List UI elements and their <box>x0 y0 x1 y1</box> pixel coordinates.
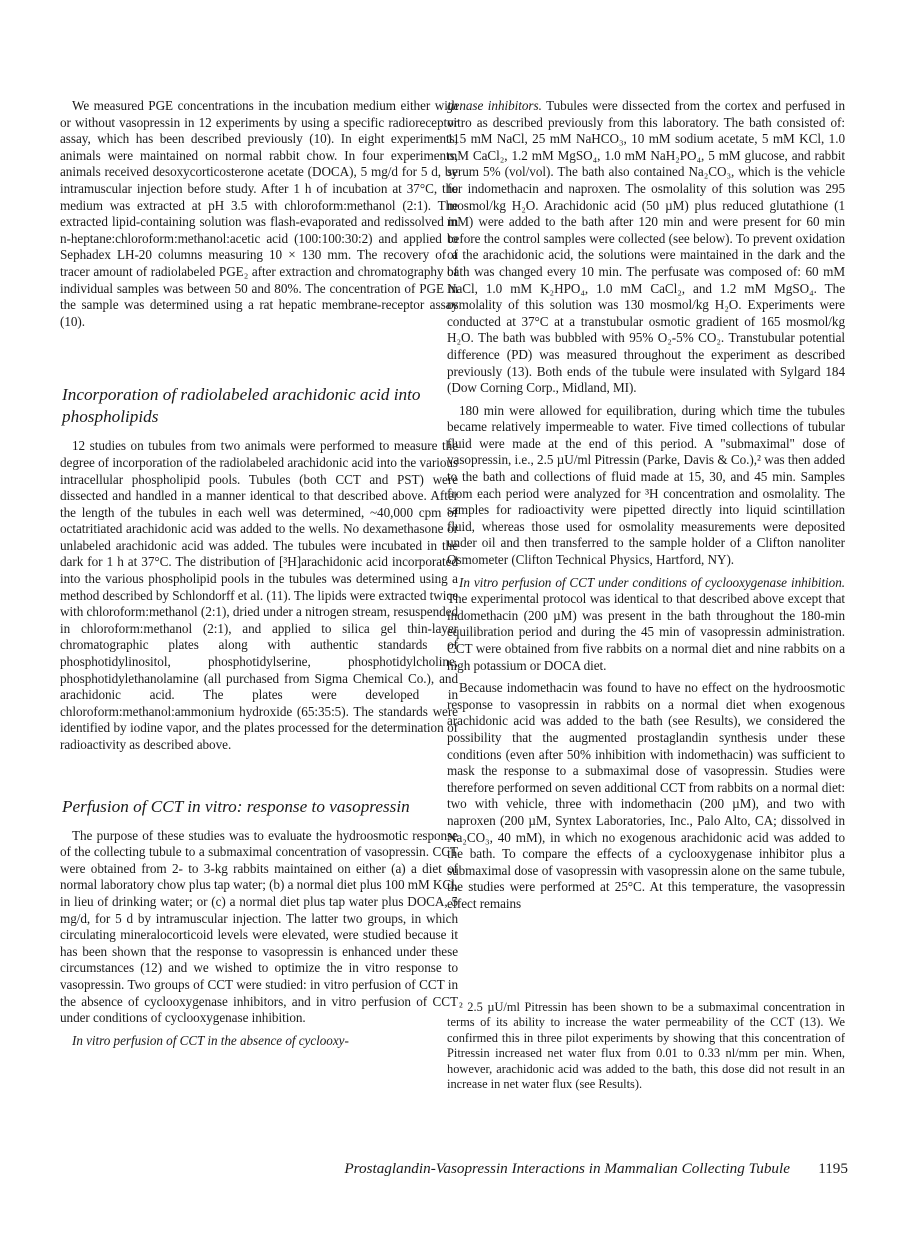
paragraph-equilibration: 180 min were allowed for equilibration, during which time the tubules became relatively impermeable to water. Five timed collections of tubular fluid were made at the end of this period. A "submaximal" dose of vasopressin, i.e., 2.5 µU/ml Pitressin (Parke, Davis & Co.),² was then added to the bath and collections of fluid made at 15, 30, and 45 min. Samples from each period were analyzed for ³H concentration and osmolality. The samples for radioactivity were pipetted directly into liquid scintillation fluid, whereas those used for osmolality measurements were deposited under oil and then transferred to the sample holder of a Clifton nanoliter Osmometer (Clifton Technical Physics, Hartford, NY). <box>447 402 845 568</box>
paragraph-absence-text: Tubules were dissected from the cortex and perfused in vitro as described previously from this laboratory. The bath consisted of: 115 mM NaCl, 25 mM NaHCO₃, 10 mM sodium acetate, 5 mM KCl, 1.0 mM CaCl₂, 1.2 mM MgSO₄, 1.0 mM NaH₂PO₄, 5 mM glucose, and rabbit serum 5% (vol/vol). The bath also contained Na₂CO₃, which is the vehicle for indomethacin and naproxen. The osmolality of this solution was 295 mosmol/kg H₂O. Arachidonic acid (50 µM) plus reduced glutathione (1 mM) were added to the bath after 120 min and were present for 60 min before the control samples were collected (see below). To prevent oxidation of the arachidonic acid, the solutions were maintained in the dark and the bath was changed every 10 min. The perfusate was composed of: 60 mM NaCl, 1.0 mM K₂HPO₄, 1.0 mM CaCl₂, and 1.2 mM MgSO₄. The osmolality of this solution was 130 mosmol/kg H₂O. Experiments were conducted at 37°C at a transtubular osmotic gradient of 165 mosmol/kg H₂O. The bath was bubbled with 95% O₂-5% CO₂. Transtubular potential difference (PD) was measured throughout the experiment as described previously (13). Both ends of the tubule were insulated with Sylgard 184 (Dow Corning Corp., Midland, MI). <box>447 98 845 396</box>
left-column <box>60 98 458 1055</box>
section-heading-perfusion: Perfusion of CCT in vitro: response to vasopressin <box>62 796 410 816</box>
paragraph-incorporation: 12 studies on tubules from two animals were performed to measure the degree of incorporation of the radiolabeled arachidonic acid into the various intracellular phospholipid pools. Tubules (both CCT and PST) were dissected and handled in a manner identical to that described above. After the length of the tubules in each well was determined, ~40,000 cpm of octatritiated arachidonic acid was added to the wells. No dexamethasone or unlabeled arachidonic acid was added. The tubules were incubated in the dark for 1 h at 37°C. The distribution of [³H]arachidonic acid incorporated into the various phospholipid pools in the tubules was determined using a method described by Schlondorff et al. (11). The lipids were extracted twice with chloroform:methanol (2:1), dried under a nitrogen stream, resuspended in chloroform:methanol (2:1), and applied to silica gel thin-layer chromatographic plates along with authentic standards of phosphotidylinositol, phosphotidylserine, phosphotidylcholine, phosphotidylethanolamine (all purchased from Sigma Chemical Co.), and arachidonic acid. The plates were developed in chloroform:methanol:ammonium hydroxide (65:35:5). The standards were identified by iodine vapor, and the plates processed for the determination of radioactivity as described above. <box>60 438 458 752</box>
paragraph-indomethacin: Because indomethacin was found to have no effect on the hydroosmotic response to vasopressin in rabbits on a normal diet when exogenous arachidonic acid was added to the bath (see Results), we considered the possibility that the augmented prostaglandin synthesis under these conditions (even after 50% inhibition with indomethacin) was sufficient to mask the response to a submaximal dose of vasopressin. Studies were therefore performed on seven additional CCT from rabbits on a normal diet: two with vehicle, three with indomethacin (200 µM), and two with naproxen (200 µM, Syntex Laboratories, Inc., Palo Alto, CA; dissolved in Na₂CO₃, 40 mM), in which no exogenous arachidonic acid was added to the bath. To compare the effects of a cyclooxygenase inhibitor plus a submaximal dose of vasopressin with vasopressin alone on the same tubule, the studies were performed at 25°C. At this temperature, the vasopressin effect remains <box>447 680 845 911</box>
right-column <box>447 98 845 919</box>
running-footer: Prostaglandin-Vasopressin Interactions in Mammalian Collecting Tubule <box>344 1160 790 1177</box>
paragraph-inhibition <box>447 575 845 675</box>
footnote: ² 2.5 µU/ml Pitressin has been shown to be a submaximal concentration in terms of its ability to increase the water permeability of the CCT (13). We confirmed this in three pilot experiments by showing that this concentration of Pitressin increased net water flux from 0.01 to 0.33 nl/mm per min. When, however, arachidonic acid was added to the bath, this dose did not result in an increase in net water flux (see Results). <box>447 1000 845 1092</box>
paragraph-absence-continued <box>447 98 845 397</box>
paragraph-absence-start <box>60 1033 458 1050</box>
paragraph-inhibition-text: The experimental protocol was identical to that described above except that indomethacin (200 µM) was present in the bath throughout the 180-min equilibration period and during the 45 min of vasopressin administration. CCT were obtained from five rabbits on a normal diet and nine rabbits on a high potassium or DOCA diet. <box>447 591 845 673</box>
page-number: 1195 <box>818 1160 848 1177</box>
paragraph-pge-measurement: We measured PGE concentrations in the incubation medium either with or without vasopressin in 12 experiments by using a specific radioreceptor assay, which has been described previously (10). In eight experiments, animals were maintained on normal rabbit chow. In four experiments, animals received desoxycorticosterone acetate (DOCA), 5 mg/d for 5 d, by intramuscular injection before study. After 1 h of incubation at 37°C, the medium was extracted at pH 3.5 with chloroform:methanol (2:1). The extracted lipid-containing solution was flash-evaporated and redissolved in n-heptane:chloroform:methanol:acetic acid (100:100:30:2) and applied to Sephadex LH-20 columns measuring 10 × 130 mm. The recovery of a tracer amount of radiolabeled PGE₂ after extraction and chromatography of individual samples was between 50 and 80%. The concentration of PGE in the sample was determined using a rat hepatic membrane-receptor assay (10). <box>60 98 458 329</box>
runin-heading-inhibition: In vitro perfusion of CCT under conditions of cyclooxygenase inhibition. <box>459 574 845 590</box>
runin-heading-absence-cont: genase inhibitors. <box>447 98 542 113</box>
section-heading-incorporation: Incorporation of radiolabeled arachidonic acid into phospholipids <box>62 385 421 427</box>
runin-heading-absence: In vitro perfusion of CCT in the absence of cyclooxy- <box>72 1032 349 1048</box>
paragraph-perfusion-purpose: The purpose of these studies was to evaluate the hydroosmotic response of the collecting tubule to a submaximal concentration of vasopressin. CCT were obtained from 2- to 3-kg rabbits maintained on either (a) a diet of normal laboratory chow plus tap water; (b) a normal diet plus 100 mM KCl, in lieu of drinking water; or (c) a normal diet plus tap water plus DOCA, 5 mg/d, for 5 d by intramuscular injection. The latter two groups, in which circulating mineralocorticoid levels were elevated, were studied because it has been shown that the response to vasopressin is enhanced under these circumstances (12) and we wished to optimize the in vitro response to vasopressin. Two groups of CCT were studied: in vitro perfusion of CCT in the absence of cyclooxygenase inhibitors, and in vitro perfusion of CCT under conditions of cyclooxygenase inhibition. <box>60 827 458 1026</box>
